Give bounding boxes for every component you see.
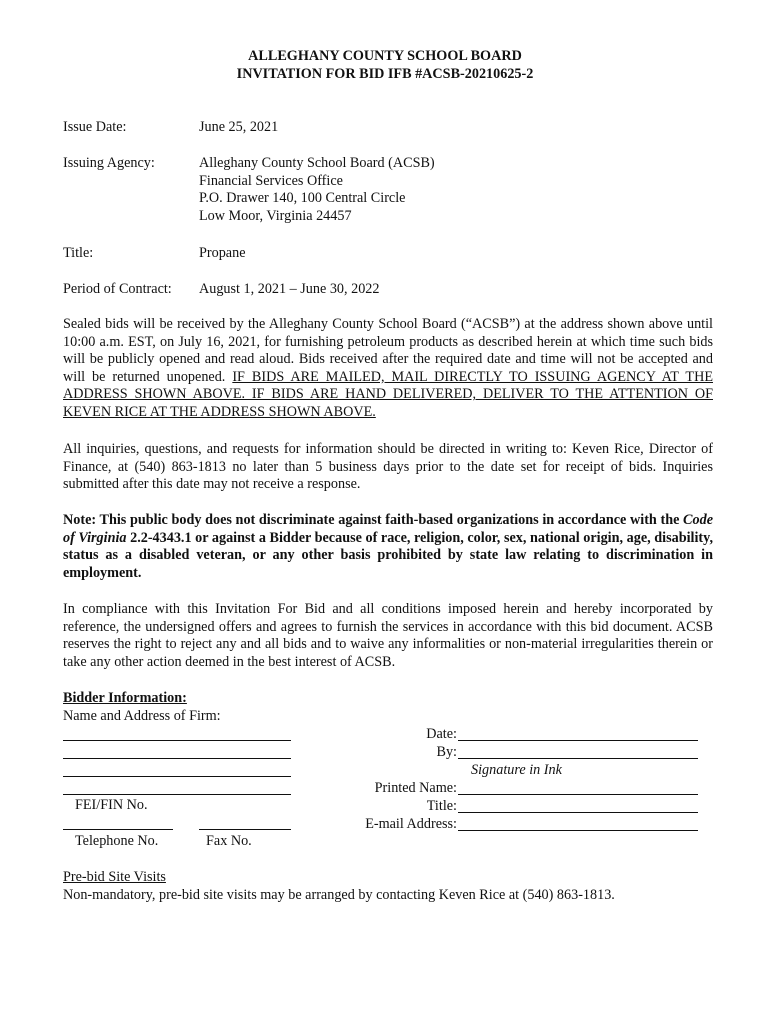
- bidder-title-label: Title:: [426, 798, 457, 814]
- issue-date-label: Issue Date:: [63, 119, 127, 135]
- sealed-bids-text: Sealed bids will be received by the Alleghany County School Board (“ACSB”) at the address shown above until 10:00 a.m. EST, on July 16, 2021, for furnishing petroleum products as described herein at which time such bids will be publicly opened and read aloud. Bids received after the required date and time will not be accepted and will be returned unopened.: [63, 316, 713, 385]
- fei-fin-label: FEI/FIN No.: [75, 797, 148, 813]
- title-label: Title:: [63, 245, 94, 261]
- agency-line-3: P.O. Drawer 140, 100 Central Circle: [199, 190, 406, 207]
- email-line[interactable]: [458, 830, 698, 831]
- printed-name-line[interactable]: [458, 794, 698, 795]
- note-code-of-virginia: Code of Virginia: [63, 512, 713, 546]
- header-line-1: ALLEGHANY COUNTY SCHOOL BOARD: [248, 48, 522, 64]
- fax-label: Fax No.: [206, 833, 252, 849]
- note-text-2: 2.2-4343.1 or against a Bidder because of race, religion, color, sex, national origin, age, disability, status as a disabled veteran, or any other basis prohibited by state law relating to discrimination in employment.: [63, 529, 713, 581]
- fax-line[interactable]: [199, 829, 291, 830]
- period-label: Period of Contract:: [63, 281, 172, 297]
- period-value: August 1, 2021 – June 30, 2022: [199, 281, 380, 297]
- document-header: [0, 47, 770, 83]
- agency-line-1: Alleghany County School Board (ACSB): [199, 155, 435, 171]
- agency-line-2: Financial Services Office: [199, 172, 343, 189]
- firm-name-line-3[interactable]: [63, 776, 291, 777]
- inquiries-paragraph: All inquiries, questions, and requests for information should be directed in writing to: Keven Rice, Director of Finance, at (540) 863-1813 no later than 5 business days prior to the date set for receipt of bids. Inquiries submitted after this date may not receive a response.: [63, 441, 713, 493]
- title-value: Propane: [199, 245, 246, 261]
- bidder-title-line[interactable]: [458, 812, 698, 813]
- date-label: Date:: [426, 726, 457, 742]
- site-visits-text: Non-mandatory, pre-bid site visits may be arranged by contacting Keven Rice at (540) 863-1813.: [63, 887, 615, 903]
- issuing-agency-label: Issuing Agency:: [63, 155, 155, 171]
- telephone-label: Telephone No.: [75, 833, 159, 849]
- issuing-agency-block: [199, 155, 435, 225]
- telephone-line[interactable]: [63, 829, 173, 830]
- firm-name-line-4[interactable]: [63, 794, 291, 795]
- email-label: E-mail Address:: [365, 816, 457, 832]
- name-address-label: Name and Address of Firm:: [63, 708, 221, 724]
- note-text-1: Note: This public body does not discriminate against faith-based organizations in accordance with the: [63, 512, 684, 528]
- date-line[interactable]: [458, 740, 698, 741]
- signature-in-ink-note: Signature in Ink: [471, 762, 562, 778]
- compliance-paragraph: In compliance with this Invitation For Bid and all conditions imposed herein and hereby incorporated by reference, the undersigned offers and agrees to furnish the services in accordance with this bid document. ACSB reserves the right to reject any and all bids and to waive any informalities or non-material irregularities therein or take any other action deemed in the best interest of ACSB.: [63, 601, 713, 670]
- issue-date-value: June 25, 2021: [199, 119, 279, 135]
- firm-name-line-1[interactable]: [63, 740, 291, 741]
- site-visits-heading: Pre-bid Site Visits: [63, 869, 166, 885]
- non-discrimination-note: [63, 512, 713, 582]
- sealed-bids-delivery-instructions: IF BIDS ARE MAILED, MAIL DIRECTLY TO ISSUING AGENCY AT THE ADDRESS SHOWN ABOVE. IF BIDS ARE HAND DELIVERED, DELIVER TO THE ATTENTION OF KEVEN RICE AT THE ADDRESS SHOWN ABOVE.: [63, 368, 713, 420]
- signature-line[interactable]: [458, 758, 698, 759]
- by-label: By:: [436, 744, 457, 760]
- agency-line-4: Low Moor, Virginia 24457: [199, 207, 352, 224]
- header-line-2: INVITATION FOR BID IFB #ACSB-20210625-2: [236, 66, 534, 82]
- firm-name-line-2[interactable]: [63, 758, 291, 759]
- printed-name-label: Printed Name:: [374, 780, 457, 796]
- sealed-bids-paragraph: [63, 316, 713, 422]
- bidder-information-heading: Bidder Information:: [63, 690, 187, 706]
